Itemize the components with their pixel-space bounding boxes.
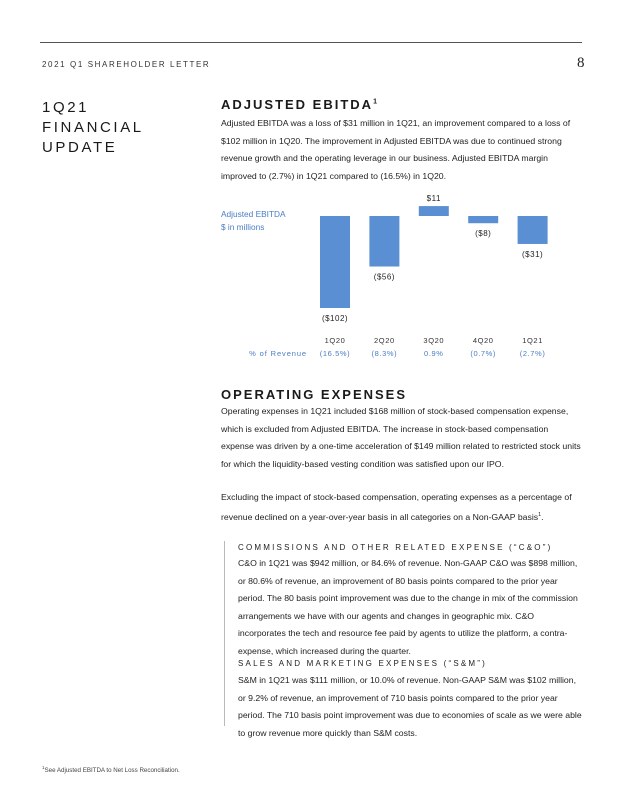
category-label: 1Q20 (324, 336, 346, 345)
quote-bar (224, 541, 225, 726)
pct-revenue-value: (0.7%) (470, 349, 497, 358)
bar-value-label: ($56) (373, 272, 395, 282)
bar-3Q20 (419, 206, 449, 216)
pct-revenue-value: (8.3%) (371, 349, 398, 358)
footnote-sup: 1 (42, 765, 45, 770)
opex-heading: OPERATING EXPENSES (221, 387, 408, 402)
chart-unit: $ in millions (221, 222, 265, 232)
opex-paragraph-2 (221, 489, 581, 526)
ebitda-chart (0, 0, 626, 400)
letter-title: 2021 Q1 SHAREHOLDER LETTER (42, 60, 211, 69)
category-label: 1Q21 (522, 336, 543, 345)
bar-value-label: $11 (426, 194, 441, 204)
opex-paragraph-2-sup: 1 (538, 511, 542, 518)
section-title-line3: UPDATE (42, 139, 118, 156)
co-paragraph: C&O in 1Q21 was $942 million, or 84.6% of revenue. Non-GAAP C&O was $898 million, or 80.6% of revenue, an improvement of 80 basis points compared to the prior year period. The 80 basis point improvement was due to the change in mix of the commission arrangements we have with our agents and changes in geographic mix. C&O incorporates the tech and resource fee paid by agents to utilize the platform, a contra-expense, which increased during the quarter. (238, 558, 578, 656)
sm-paragraph: S&M in 1Q21 was $111 million, or 10.0% of revenue. Non-GAAP S&M was $102 million, or 9.2% of revenue, an improvement of 710 basis points compared to the prior year period. The 710 basis point improvement was due to economies of scale as we were able to grow revenue more quickly than S&M costs. (238, 675, 582, 738)
section-title-line1: 1Q21 (42, 99, 90, 116)
pct-revenue-value: 0.9% (424, 349, 444, 358)
chart-title: Adjusted EBITDA (221, 209, 286, 219)
pct-revenue-value: (2.7%) (519, 349, 546, 358)
bar-value-label: ($31) (522, 249, 544, 259)
category-label: 2Q20 (374, 336, 395, 345)
ebitda-paragraph: Adjusted EBITDA was a loss of $31 million in 1Q21, an improvement compared to a loss of $102 million in 1Q20. The improvement in Adjusted EBITDA was due to continued strong revenue growth and the operating leverage in our business. Adjusted EBITDA margin improved to (2.7%) in 1Q21 compared to (16.5%) in 1Q20. (221, 118, 571, 181)
bar-value-label: ($102) (321, 314, 349, 323)
category-label: 3Q20 (423, 336, 445, 345)
opex-paragraph-2-end: . (541, 511, 544, 522)
page-number: 8 (577, 55, 585, 71)
footnote (42, 765, 180, 774)
pct-revenue-label: % of Revenue (249, 349, 307, 358)
ebitda-heading-text: ADJUSTED EBITDA (221, 97, 374, 112)
bar-2Q20 (369, 216, 399, 267)
bar-1Q20 (320, 216, 350, 308)
pct-revenue-value: (16.5%) (319, 349, 351, 358)
ebitda-heading-sup: 1 (373, 98, 377, 106)
category-label: 4Q20 (472, 336, 494, 345)
section-title-line2: FINANCIAL (42, 119, 144, 136)
bar-value-label: ($8) (475, 229, 492, 239)
bar-4Q20 (468, 216, 498, 223)
bar-1Q21 (518, 216, 548, 244)
opex-paragraph-1: Operating expenses in 1Q21 included $168 million of stock-based compensation expense, which is excluded from Adjusted EBITDA. The increase in stock-based compensation expense was driven by a one-time acceleration of $149 million related to restricted stock units for which the liquidity-based vesting condition was satisfied upon our IPO. (221, 406, 581, 469)
sm-heading: SALES AND MARKETING EXPENSES (“S&M”) (238, 659, 488, 668)
opex-paragraph-2-text: Excluding the impact of stock-based compensation, operating expenses as a percentage of revenue declined on a year-over-year basis in all categories on a Non-GAAP basis (221, 492, 572, 522)
footnote-text: See Adjusted EBITDA to Net Loss Reconciliation. (44, 767, 180, 775)
co-heading: COMMISSIONS AND OTHER RELATED EXPENSE (“C&O”) (238, 543, 553, 552)
